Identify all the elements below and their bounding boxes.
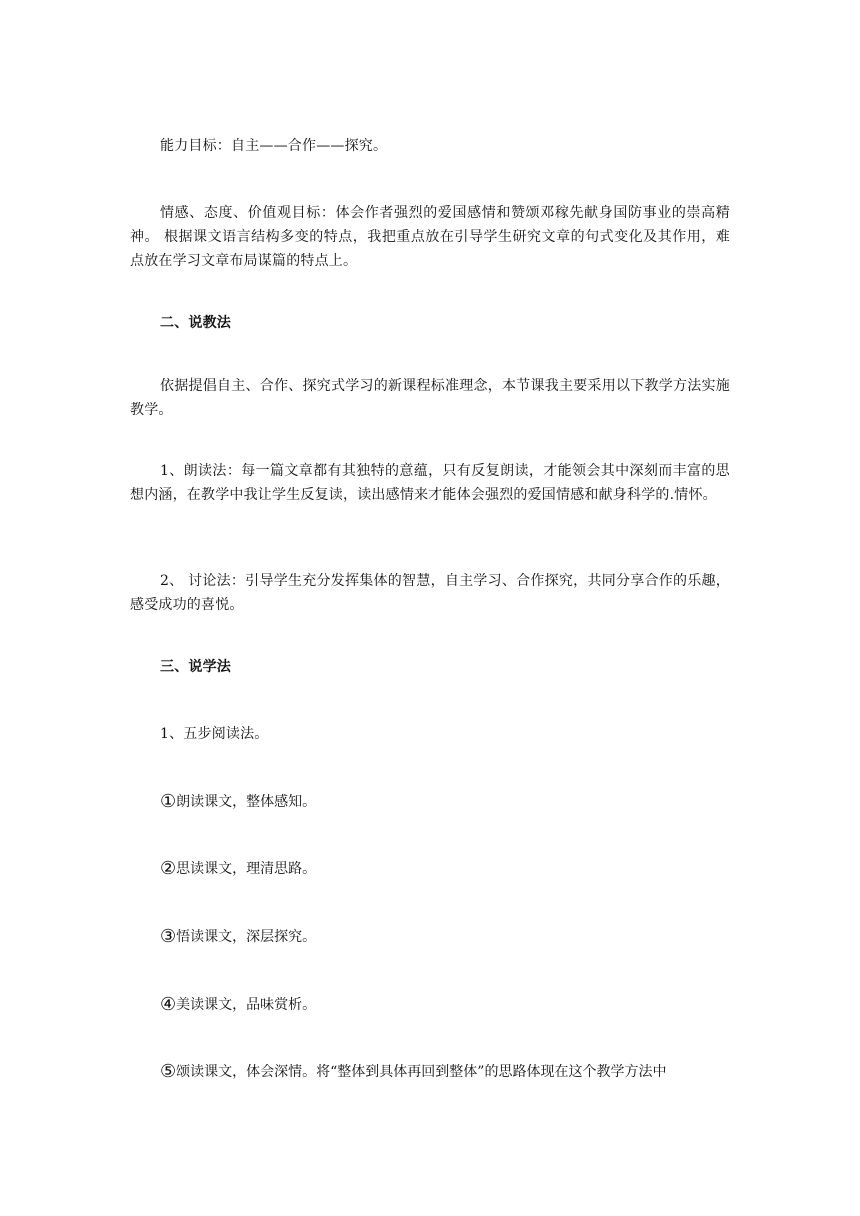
step-text: 颂读课文，体会深情。将“整体到具体再回到整体”的思路体现在这个教学方法中 bbox=[176, 1064, 667, 1080]
step-text: 悟读课文，深层探究。 bbox=[176, 929, 317, 945]
step-number: ① bbox=[160, 791, 177, 812]
five-step-title: 1、五步阅读法。 bbox=[160, 726, 269, 742]
step-number: ⑤ bbox=[160, 1061, 177, 1082]
step-item bbox=[160, 1060, 730, 1084]
step-number: ③ bbox=[160, 926, 177, 947]
section2-heading: 二、说教法 bbox=[160, 315, 231, 331]
step-text: 美读课文，品味赏析。 bbox=[176, 997, 317, 1013]
section3-heading: 三、说学法 bbox=[160, 659, 231, 675]
section2-intro-paragraph: 依据提倡自主、合作、探究式学习的新课程标准理念，本节课我主要采用以下教学方法实施教学。 bbox=[130, 378, 730, 418]
reading-method-paragraph: 1、朗读法：每一篇文章都有其独特的意蕴，只有反复朗读，才能领会其中深刻而丰富的思想内涵，在教学中我让学生反复读，读出感情来才能体会强烈的爱国情感和献身科学的.情怀。 bbox=[130, 463, 730, 503]
step-text: 思读课文，理清思路。 bbox=[176, 861, 317, 877]
discussion-method-paragraph: 2、 讨论法：引导学生充分发挥集体的智慧，自主学习、合作探究，共同分享合作的乐趣，感受成功的喜悦。 bbox=[130, 573, 730, 613]
step-item bbox=[160, 993, 730, 1017]
step-item bbox=[160, 857, 730, 881]
step-number: ② bbox=[160, 858, 177, 879]
step-item bbox=[160, 925, 730, 949]
step-text: 朗读课文，整体感知。 bbox=[176, 794, 317, 810]
step-number: ④ bbox=[160, 994, 177, 1015]
emotion-goal-paragraph: 情感、态度、价值观目标：体会作者强烈的爱国感情和赞颂邓稼先献身国防事业的崇高精神。 根据课文语言结构多变的特点，我把重点放在引导学生研究文章的句式变化及其作用，难点放在学习文章布局谋篇的特点上。 bbox=[130, 205, 730, 269]
ability-goal-paragraph: 能力目标：自主——合作——探究。 bbox=[160, 138, 388, 154]
step-item bbox=[160, 790, 730, 814]
